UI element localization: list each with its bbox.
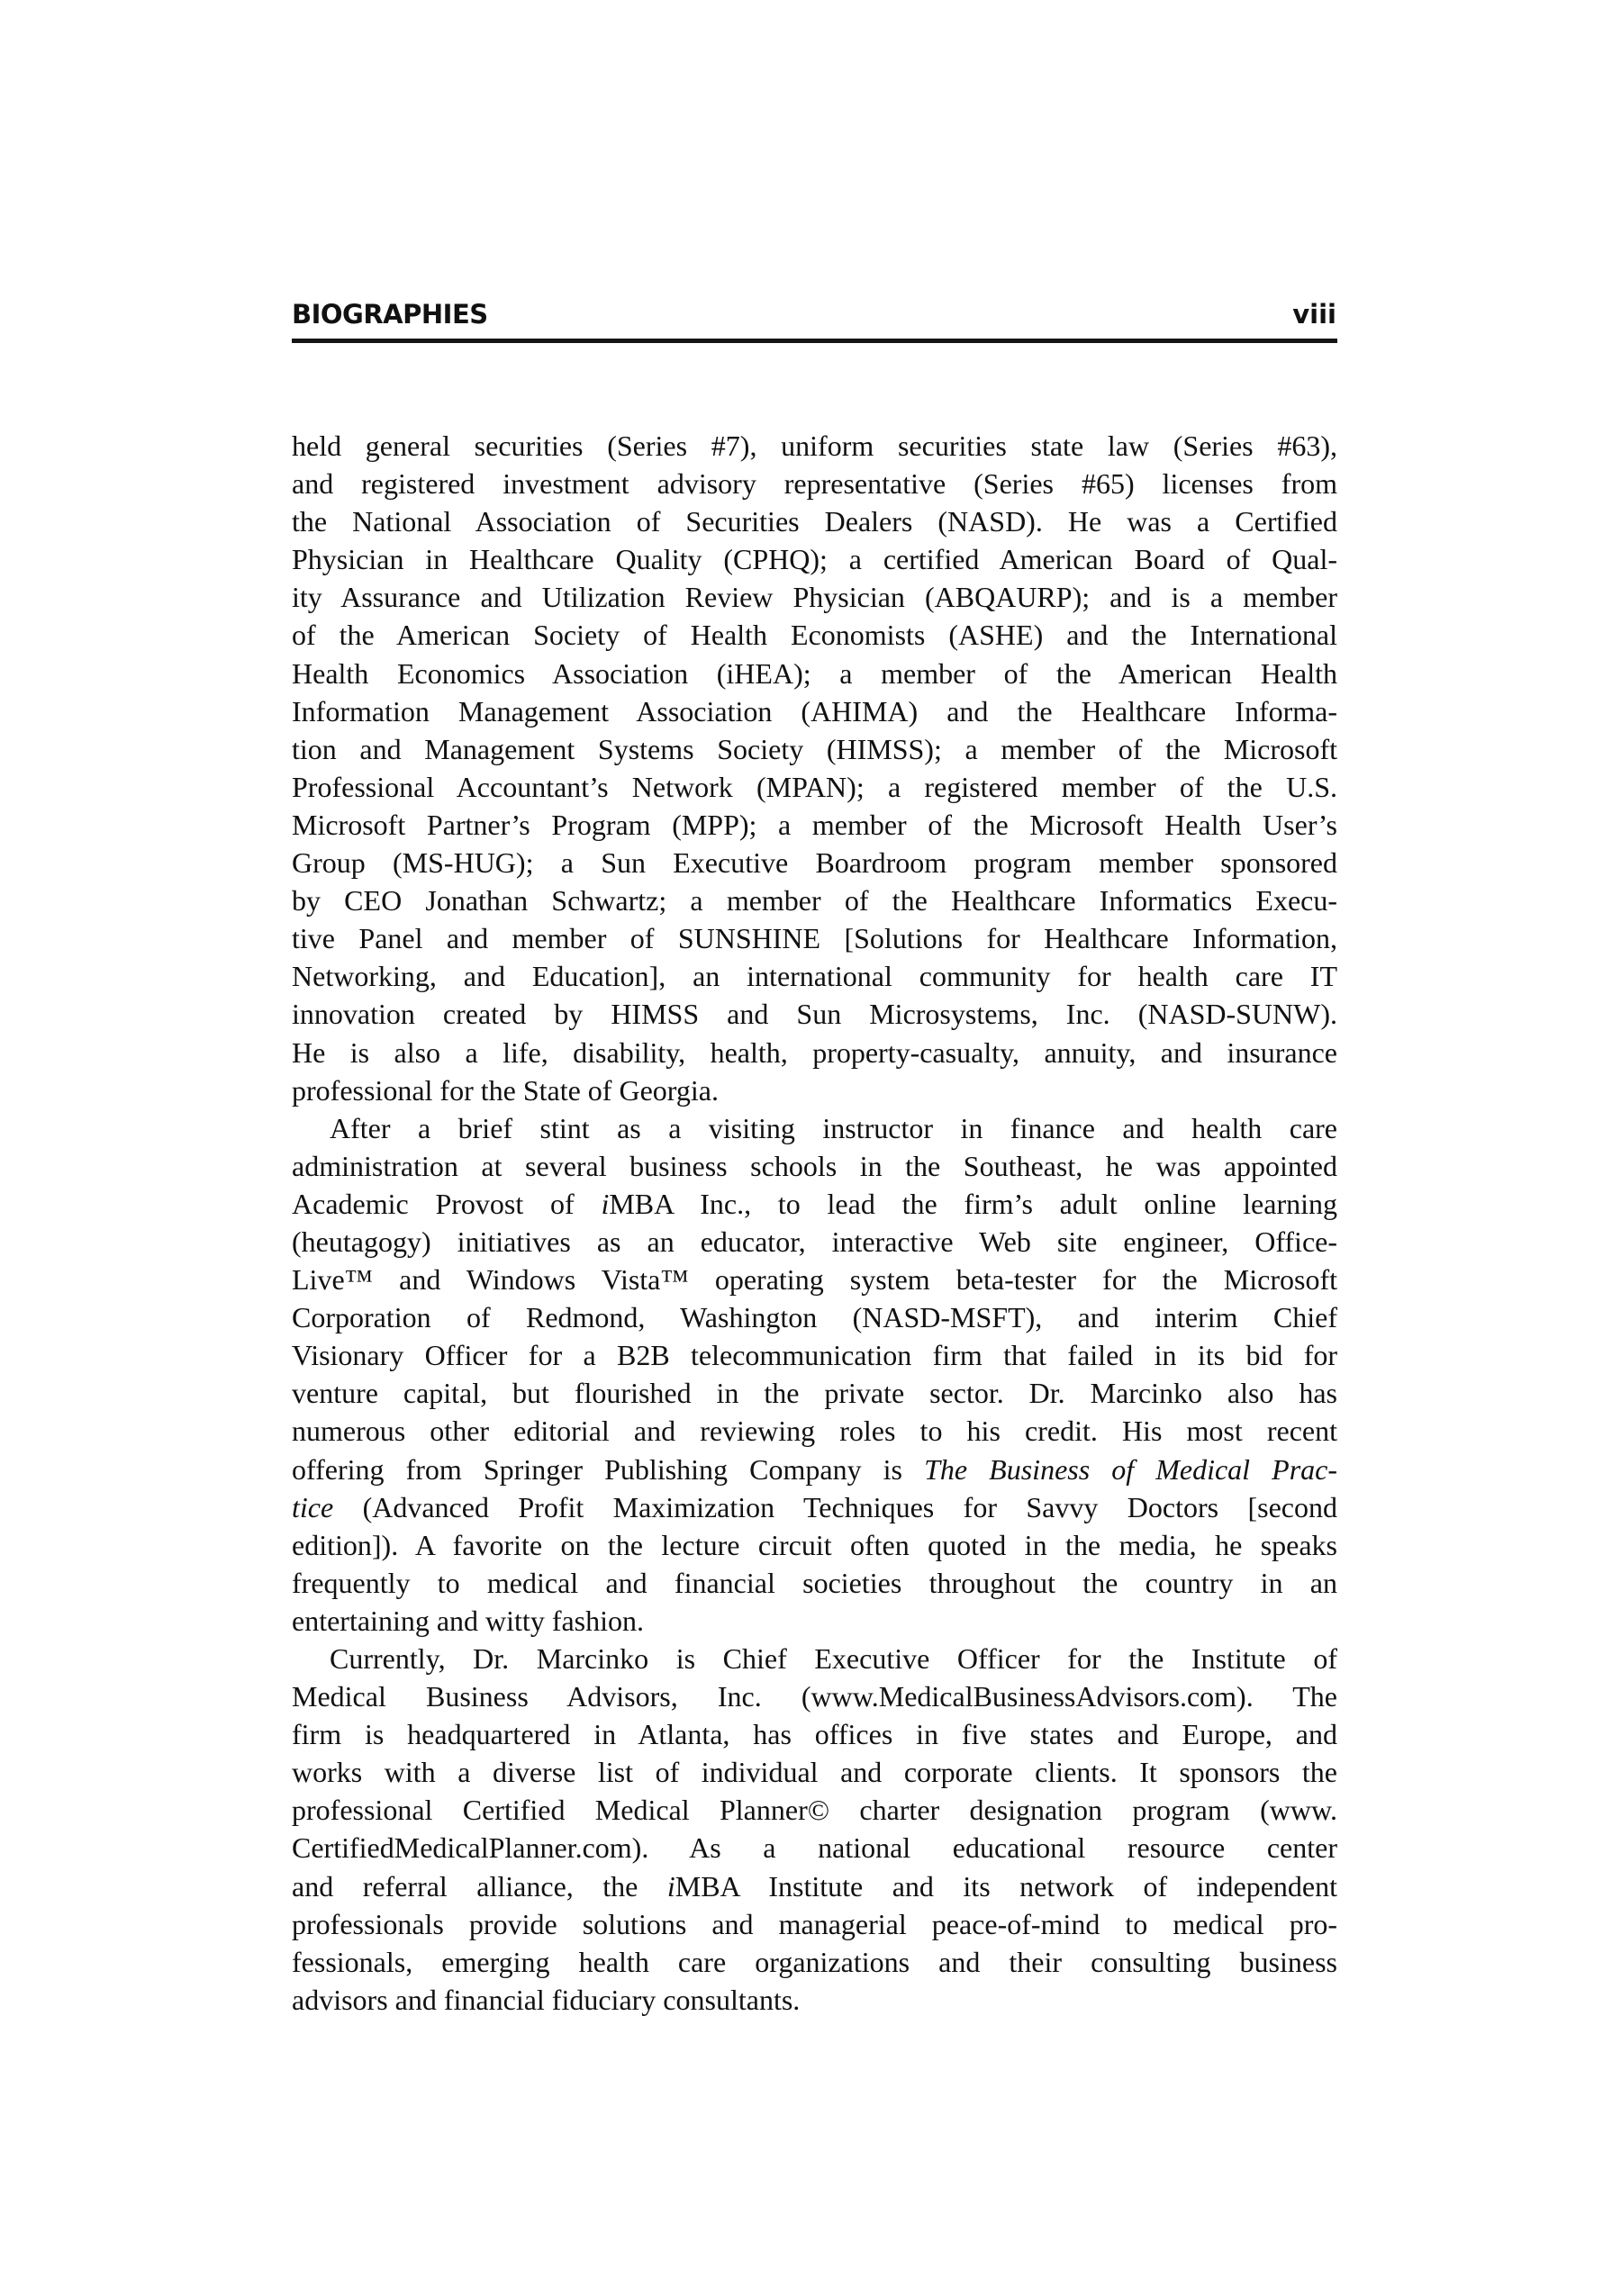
text-span: After a brief stint as a visiting instructor in finance and health care — [330, 1111, 1337, 1144]
text-line — [292, 427, 1337, 465]
text-span: Microsoft Partner’s Program (MPP); a member of the Microsoft Health User’s — [292, 808, 1337, 841]
italic-text: The Business of Medical Prac- — [924, 1452, 1337, 1486]
page-number: viii — [1292, 299, 1336, 330]
text-span: by CEO Jonathan Schwartz; a member of the Healthcare Informatics Execu- — [292, 884, 1337, 917]
text-line — [292, 1488, 1337, 1526]
text-line — [292, 1943, 1337, 1981]
text-line — [292, 655, 1337, 692]
text-span: Health Economics Association (iHEA); a member of the American Health — [292, 656, 1337, 690]
text-line — [292, 578, 1337, 616]
text-span: professionals provide solutions and managerial peace-of-mind to medical pro- — [292, 1907, 1337, 1940]
text-span: held general securities (Series #7), uniform securities state law (Series #63), — [292, 429, 1337, 462]
text-span: ity Assurance and Utilization Review Physician (ABQAURP); and is a member — [292, 581, 1337, 614]
text-span: advisors and financial fiduciary consultants. — [292, 1983, 801, 2016]
text-span: MBA Inc., to lead the firm’s adult online learning — [609, 1187, 1337, 1220]
text-line — [292, 1602, 1337, 1640]
text-span: Physician in Healthcare Quality (CPHQ); a certified American Board of Qual- — [292, 543, 1337, 576]
body-text — [292, 427, 1337, 2019]
text-span: Academic Provost of — [292, 1187, 602, 1220]
text-span: Group (MS-HUG); a Sun Executive Boardroom program member sponsored — [292, 846, 1337, 880]
text-line — [292, 1147, 1337, 1185]
text-line — [292, 1526, 1337, 1564]
text-span: Information Management Association (AHIMA) and the Healthcare Informa- — [292, 694, 1337, 728]
text-line — [292, 465, 1337, 502]
text-line — [292, 1677, 1337, 1715]
text-span: (heutagogy) initiatives as an educator, interactive Web site engineer, Office- — [292, 1225, 1337, 1258]
text-line — [292, 1412, 1337, 1450]
text-span: offering from Springer Publishing Company is — [292, 1452, 925, 1486]
text-span: entertaining and witty fashion. — [292, 1604, 645, 1637]
text-span: firm is headquartered in Atlanta, has offices in five states and Europe, and — [292, 1718, 1337, 1751]
text-span: CertifiedMedicalPlanner.com). As a national educational resource center — [292, 1831, 1337, 1865]
text-span: professional Certified Medical Planner© charter designation program (www. — [292, 1794, 1337, 1827]
text-span: fessionals, emerging health care organizations and their consulting business — [292, 1945, 1337, 1978]
text-span: Visionary Officer for a B2B telecommunication firm that failed in its bid for — [292, 1339, 1337, 1372]
text-line — [292, 502, 1337, 540]
text-line — [292, 957, 1337, 995]
text-line — [292, 844, 1337, 881]
header-rule — [292, 339, 1337, 343]
text-span: works with a diverse list of individual and corporate clients. It sponsors the — [292, 1756, 1337, 1789]
text-line — [292, 692, 1337, 730]
paragraph — [292, 427, 1337, 1109]
text-line — [292, 1185, 1337, 1223]
text-span: Corporation of Redmond, Washington (NASD-MSFT), and interim Chief — [292, 1301, 1337, 1334]
text-span: administration at several business schools in the Southeast, he was appointed — [292, 1149, 1337, 1182]
text-line — [292, 1715, 1337, 1753]
paragraph — [292, 1640, 1337, 2019]
text-line — [292, 1564, 1337, 1602]
text-span: Networking, and Education], an international community for health care IT — [292, 960, 1337, 993]
text-line — [292, 881, 1337, 919]
text-line — [292, 616, 1337, 654]
text-span: innovation created by HIMSS and Sun Microsystems, Inc. (NASD-SUNW). — [292, 998, 1337, 1031]
text-span: and registered investment advisory representative (Series #65) licenses from — [292, 467, 1337, 501]
text-span: (Advanced Profit Maximization Techniques for Savvy Doctors [second — [333, 1490, 1337, 1523]
text-line — [292, 1981, 1337, 2019]
text-line — [292, 919, 1337, 957]
text-span: professional for the State of Georgia. — [292, 1073, 719, 1107]
text-span: Medical Business Advisors, Inc. (www.MedicalBusinessAdvisors.com). The — [292, 1680, 1337, 1713]
italic-text: i — [666, 1869, 675, 1903]
text-span: Professional Accountant’s Network (MPAN); a registered member of the U.S. — [292, 770, 1337, 803]
text-span: frequently to medical and financial societies throughout the country in an — [292, 1566, 1337, 1599]
text-line — [292, 540, 1337, 578]
text-span: Live™ and Windows Vista™ operating system beta-tester for the Microsoft — [292, 1263, 1337, 1297]
text-span: of the American Society of Health Economists (ASHE) and the International — [292, 619, 1337, 652]
text-line — [292, 1298, 1337, 1336]
text-span: tion and Management Systems Society (HIMSS); a member of the Microsoft — [292, 732, 1337, 765]
text-span: Currently, Dr. Marcinko is Chief Executive Officer for the Institute of — [330, 1642, 1337, 1675]
text-line — [292, 1867, 1337, 1905]
text-line — [292, 1109, 1337, 1147]
text-line — [292, 1261, 1337, 1298]
paragraph — [292, 1109, 1337, 1640]
text-span: MBA Institute and its network of independent — [675, 1869, 1337, 1903]
text-span: the National Association of Securities Dealers (NASD). He was a Certified — [292, 505, 1337, 538]
text-span: and referral alliance, the — [292, 1869, 667, 1903]
text-span: numerous other editorial and reviewing roles to his credit. His most recent — [292, 1415, 1337, 1448]
text-line — [292, 806, 1337, 844]
text-line — [292, 1374, 1337, 1412]
text-line — [292, 1905, 1337, 1943]
text-line — [292, 1071, 1337, 1109]
text-line — [292, 768, 1337, 806]
text-line — [292, 1223, 1337, 1261]
text-line — [292, 1753, 1337, 1791]
text-line — [292, 1034, 1337, 1071]
text-line — [292, 730, 1337, 768]
italic-text: tice — [292, 1490, 334, 1523]
text-span: edition]). A favorite on the lecture circuit often quoted in the media, he speaks — [292, 1528, 1337, 1561]
text-line — [292, 1640, 1337, 1677]
text-line — [292, 1336, 1337, 1374]
text-line — [292, 1791, 1337, 1829]
text-line — [292, 1829, 1337, 1867]
section-title: BIOGRAPHIES — [292, 299, 488, 330]
text-line — [292, 1451, 1337, 1488]
running-header — [292, 299, 1336, 335]
italic-text: i — [601, 1187, 610, 1220]
text-span: He is also a life, disability, health, property-casualty, annuity, and insurance — [292, 1035, 1337, 1069]
text-line — [292, 995, 1337, 1033]
text-span: venture capital, but flourished in the private sector. Dr. Marcinko also has — [292, 1377, 1337, 1410]
text-span: tive Panel and member of SUNSHINE [Solutions for Healthcare Information, — [292, 922, 1337, 955]
